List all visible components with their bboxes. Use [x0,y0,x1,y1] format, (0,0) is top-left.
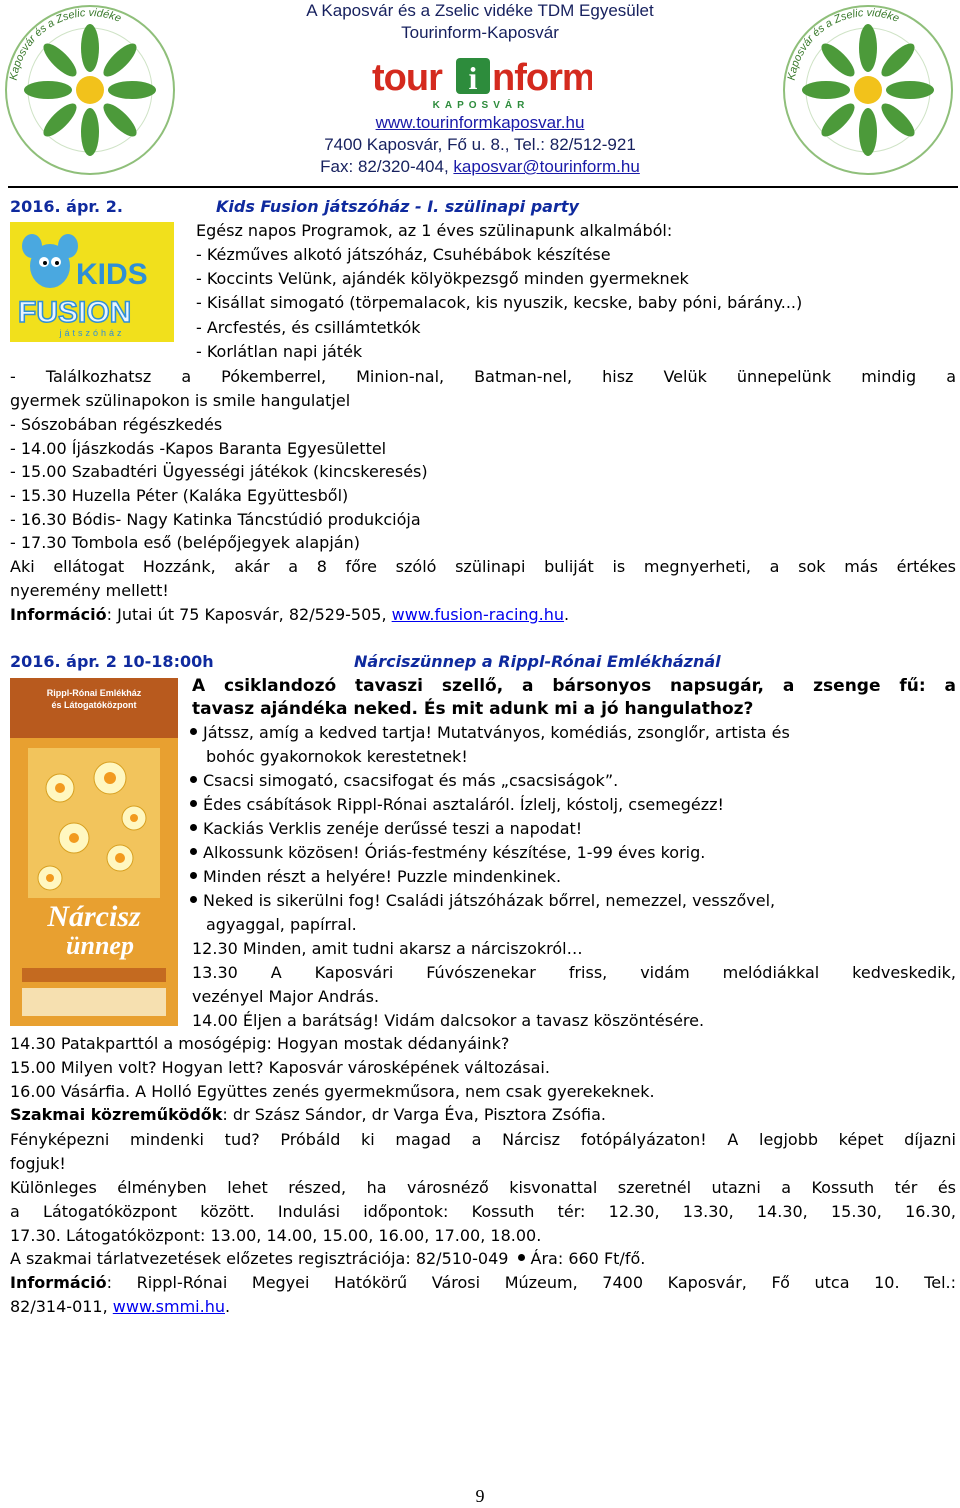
svg-text:Kaposvár és a Zselic vidéke: Kaposvár és a Zselic vidéke [785,6,901,82]
info-text: : Jutai út 75 Kaposvár, 82/529-505, [106,605,387,624]
event2-schedule-item: 16.00 Vásárfia. A Holló Együttes zenés gyermekműsora, nem csak gyerekeknek. [10,1082,655,1101]
tdm-seal-logo-right [780,2,956,178]
phone-text: 82/314-011, [10,1297,108,1316]
info-text: : Rippl-Rónai Megyei Hatókörű Városi Múzeum, 7400 Kaposvár, Fő utca 10. Tel.: [106,1273,956,1292]
event1-closing-line: Aki ellátogat Hozzánk, akár a 8 főre szóló szülinapi buliját is megnyerheti, a sok más értékes [10,557,956,576]
event1-date: 2016. ápr. 2. [10,197,123,216]
info-end: . [224,1297,231,1316]
tdm-seal-logo-left [2,2,178,178]
bullet-text: Neked is sikerülni fog! Családi játszóházak bőrrel, nemezzel, vesszővel, [203,891,776,910]
bullet-text: Alkossunk közösen! Óriás-festmény készítése, 1-99 éves korig. [203,843,706,862]
svg-text:i: i [468,60,478,96]
narcisz-poster-art-icon [10,678,178,1026]
bullet-text: Minden részt a helyére! Puzzle mindenkinek. [203,867,562,886]
email-link[interactable]: kaposvar@tourinform.hu [453,157,640,176]
bullet-text: Kackiás Verklis zenéje derűssé teszi a napodat! [203,819,583,838]
event2-schedule-cont: vezényel Major András. [192,987,380,1006]
tourinform-logo [370,56,592,112]
partners-text: : dr Szász Sándor, dr Varga Éva, Pisztora Zsófia. [222,1105,606,1124]
bullet-dot-icon [190,776,197,783]
header-divider [8,186,958,188]
event1-program-item: - Sószobában régészkedés [10,415,223,434]
event2-date: 2016. ápr. 2 10-18:00h [10,652,214,671]
svg-text:Kaposvár és a Zselic vidéke: Kaposvár és a Zselic vidéke [7,6,123,82]
bullet-dot-icon [190,848,197,855]
smmi-link[interactable]: www.smmi.hu [112,1297,225,1316]
tourinform-wordmark-icon [370,56,592,112]
event2-bullet [190,818,582,840]
fusion-racing-link[interactable]: www.fusion-racing.hu [391,605,565,624]
event2-bullet [190,890,775,912]
svg-text:Rippl-Rónai Emlékház: Rippl-Rónai Emlékház [46,688,142,698]
tourinform-website-link[interactable]: www.tourinformkaposvar.hu [375,113,585,132]
address-line: 7400 Kaposvár, Fő u. 8., Tel.: 82/512-921 [324,135,636,154]
event1-program-item: - 17.30 Tombola eső (belépőjegyek alapján) [10,533,360,552]
event2-bullet-cont: agyaggal, papírral. [206,915,357,934]
office-name: Tourinform-Kaposvár [401,23,559,42]
page-number: 9 [475,1486,485,1506]
event1-line: - Korlátlan napi játék [196,342,363,361]
bullet-text: Játssz, amíg a kedved tartja! Mutatványos, komédiás, zsonglőr, artista és [203,723,790,742]
event2-tour-line: 17.30. Látogatóközpont: 13.00, 14.00, 15.00, 16.00, 17.00, 18.00. [10,1226,542,1245]
fax-text: Fax: 82/320-404, [320,157,449,176]
event1-title: Kids Fusion játszóház - I. szülinapi party [216,197,579,216]
event2-schedule-item: 13.30 A Kaposvári Fúvószenekar friss, vidám melódiákkal kedveskedik, [192,963,956,982]
svg-text:nform: nform [492,57,592,99]
event2-bullet [190,866,561,888]
info-label: Információ [10,1273,107,1292]
svg-text:Nárcisz: Nárcisz [47,900,141,933]
svg-text:tour: tour [372,57,442,99]
bullet-text: Édes csábítások Rippl-Rónai asztaláról. Ízlelj, kóstolj, csemegézz! [203,795,724,814]
event2-info-cont [10,1296,230,1318]
flower-seal-icon [2,2,178,178]
event2-bullet [190,794,724,816]
event1-line: - Kézműves alkotó játszóház, Csuhébábok készítése [196,245,611,264]
partners-label: Szakmai közreműködők [10,1105,223,1124]
event1-para-line: gyermek szülinapokon is smile hangulatjel [10,391,351,410]
event2-photo-line: fogjuk! [10,1154,66,1173]
event1-line: - Kisállat simogató (törpemalacok, kis nyuszik, kecske, baby póni, bárány...) [196,293,803,312]
event2-registration [10,1248,645,1270]
event1-line: - Koccints Velünk, ajándék kölyökpezsgő minden gyermeknek [196,269,689,288]
svg-text:játszóház: játszóház [59,328,125,338]
event2-bullet [190,770,618,792]
kids-fusion-mascot-icon [10,222,174,342]
kids-fusion-logo [10,222,174,342]
event2-bullet-cont: bohóc gyakornokok kerestetnek! [206,747,468,766]
event2-schedule-item: 14.30 Patakparttól a mosógépig: Hogyan mostak dédanyáink? [10,1034,510,1053]
event1-program-item: - 14.00 Íjászkodás -Kapos Baranta Egyesülettel [10,439,387,458]
event2-schedule-item: 14.00 Éljen a barátság! Vidám dalcsokor a tavasz köszöntésére. [192,1011,705,1030]
svg-text:ünnep: ünnep [66,931,134,960]
price-text: Ára: 660 Ft/fő. [530,1249,646,1268]
svg-text:KIDS: KIDS [76,258,148,291]
event1-program-item: - 15.00 Szabadtéri Ügyességi játékok (kincskeresés) [10,462,428,481]
event2-schedule-item: 15.00 Milyen volt? Hogyan lett? Kaposvár városképének változásai. [10,1058,550,1077]
fax-line [240,156,720,178]
event1-info [10,604,569,626]
event1-line: - Arcfestés, és csillámtetkók [196,318,421,337]
event2-schedule-item: 12.30 Minden, amit tudni akarsz a nárciszokról… [192,939,583,958]
event2-info [10,1272,956,1294]
narcisz-poster [10,678,178,1026]
registration-text: A szakmai tárlatvezetések előzetes regisztrációja: 82/510-049 [10,1249,509,1268]
event2-bullet [190,842,705,864]
event2-intro-line: A csiklandozó tavaszi szellő, a bársonyos napsugár, a zsenge fű: a [192,676,956,696]
event2-partners [10,1104,606,1126]
event1-line: Egész napos Programok, az 1 éves szülinapunk alkalmából: [196,221,673,240]
event2-intro-line: tavasz ajándéka neked. És mit adunk mi a jó hangulathoz? [192,699,754,719]
flower-seal-icon [780,2,956,178]
svg-text:és Látogatóközpont: és Látogatóközpont [51,700,137,710]
event1-para-line: - Találkozhatsz a Pókemberrel, Minion-nal, Batman-nel, hisz Velük ünnepelünk mindig a [10,367,956,386]
bullet-dot-icon [518,1254,525,1261]
svg-text:KAPOSVÁR: KAPOSVÁR [432,100,530,111]
event2-tour-line: Különleges élményben lehet részed, ha városnéző kisvonattal szeretnél utazni a Kossuth tér és [10,1178,956,1197]
website-line [240,112,720,134]
bullet-dot-icon [190,872,197,879]
event2-photo-line: Fényképezni mindenki tud? Próbáld ki magad a Nárcisz fotópályázaton! A legjobb képet díjazni [10,1130,956,1149]
event1-program-item: - 16.30 Bódis- Nagy Katinka Táncstúdió produkciója [10,510,421,529]
bullet-dot-icon [190,824,197,831]
bullet-text: Csacsi simogató, csacsifogat és más „csacsiságok”. [203,771,619,790]
org-name: A Kaposvár és a Zselic vidéke TDM Egyesület [306,1,654,20]
event2-bullet [190,722,790,744]
bullet-dot-icon [190,800,197,807]
event1-closing-line: nyeremény mellett! [10,581,169,600]
event2-title: Nárciszünnep a Rippl-Rónai Emlékháznál [354,652,721,671]
bullet-dot-icon [190,728,197,735]
bullet-dot-icon [190,896,197,903]
event1-program-item: - 15.30 Huzella Péter (Kaláka Együttesből) [10,486,349,505]
info-end: . [564,605,570,624]
info-label: Információ [10,605,107,624]
event2-tour-line: a Látogatóközpont között. Indulási időpontok: Kossuth tér: 12.30, 13.30, 14.30, 15.30, 16.30, [10,1202,956,1221]
svg-text:FUSION: FUSION [18,296,132,329]
